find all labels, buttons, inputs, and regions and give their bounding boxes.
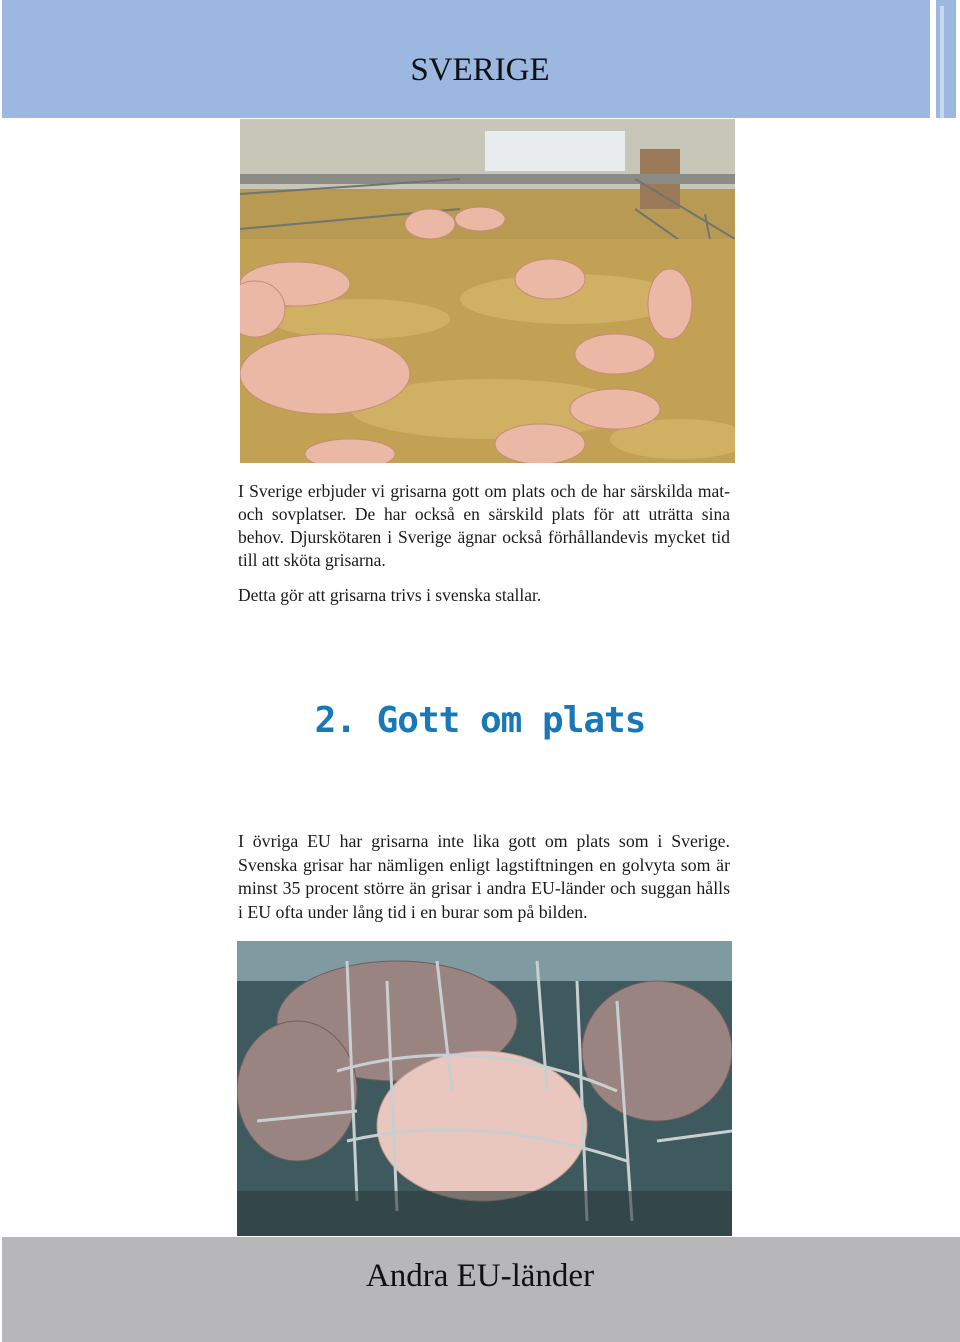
section-paragraph: I övriga EU har grisarna inte lika gott om plats som i Sverige. Svenska grisar har nämligen enligt lagstiftningen en golvyta som är minst 35 procent större än grisar i andra EU-länder och suggan hålls i EU ofta under lång tid i en burar som på bilden. [238, 831, 730, 922]
section-heading: 2. Gott om plats [314, 700, 646, 741]
intro-conclusion: Detta gör att grisarna trivs i svenska stallar. [238, 585, 542, 605]
pigs-on-straw-photo [240, 119, 735, 463]
page-title: SVERIGE [410, 52, 550, 88]
footer-title: Andra EU-länder [365, 1258, 595, 1294]
sow-crates-photo [237, 941, 732, 1236]
intro-paragraph: I Sverige erbjuder vi grisarna gott om plats och de har särskilda mat- och sovplatser. De har också en särskild plats för att uträtta sina behov. Djurskötaren i Sverige ägnar också förhållandevis mycket tid till att sköta grisarna. [238, 481, 730, 570]
